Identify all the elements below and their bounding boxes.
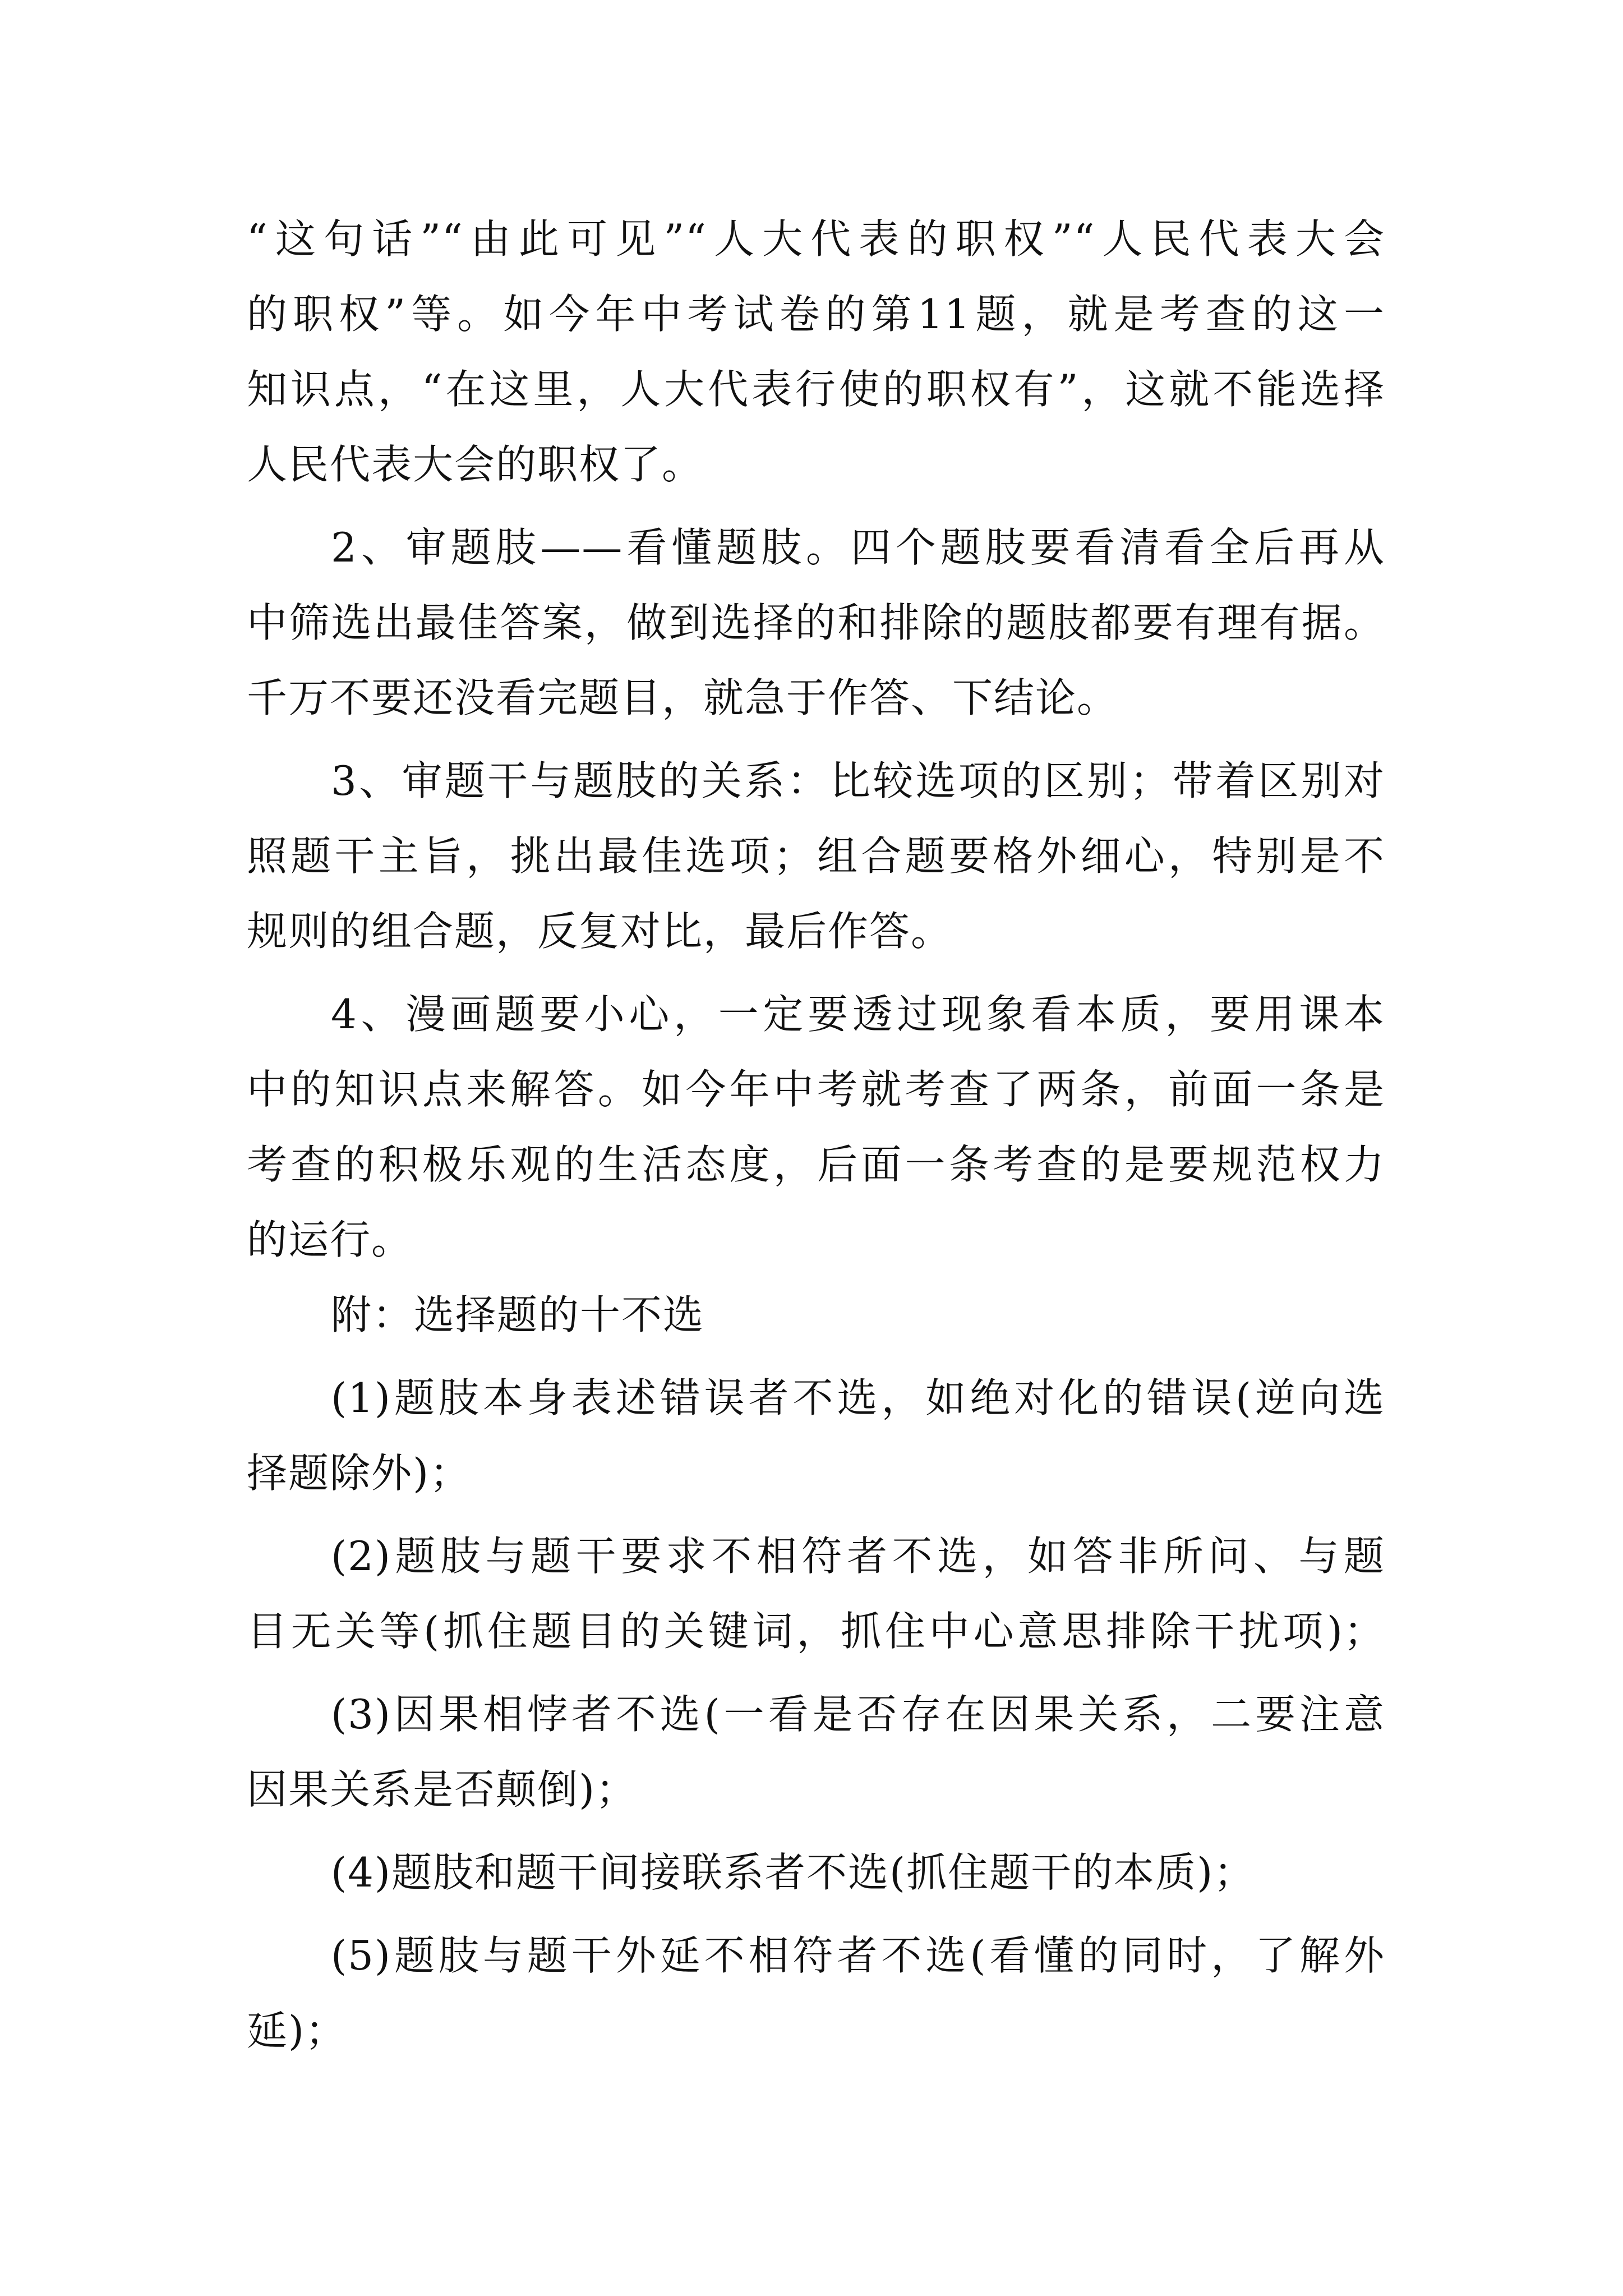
text-line: 2、审题肢——看懂题肢。四个题肢要看清看全后再从 <box>331 524 1385 571</box>
text-line: 千万不要还没看完题目，就急于作答、下结论。 <box>247 674 1119 721</box>
text-line: (1)题肢本身表述错误者不选，如绝对化的错误(逆向选 <box>331 1374 1385 1421</box>
text-line: 人民代表大会的职权了。 <box>247 441 704 488</box>
text-line: 延)； <box>247 2007 347 2054</box>
text-line: “这句话”“由此可见”“人大代表的职权”“人民代表大会 <box>247 215 1385 263</box>
text-line: 的运行。 <box>247 1216 413 1263</box>
text-line: 照题干主旨，挑出最佳选项；组合题要格外细心，特别是不 <box>247 832 1385 880</box>
text-line: 4、漫画题要小心，一定要透过现象看本质，要用课本 <box>331 991 1385 1038</box>
text-line: 目无关等(抓住题目的关键词，抓住中心意思排除干扰项)； <box>247 1608 1385 1655</box>
text-line: 因果关系是否颠倒)； <box>247 1766 638 1813</box>
text-line: (5)题肢与题干外延不相符者不选(看懂的同时，了解外 <box>331 1932 1385 1979</box>
text-line: 中筛选出最佳答案，做到选择的和排除的题肢都要有理有据。 <box>247 599 1385 646</box>
text-line: 考查的积极乐观的生活态度，后面一条考查的是要规范权力 <box>247 1141 1385 1188</box>
text-line: 附：选择题的十不选 <box>331 1291 705 1338</box>
text-line: (2)题肢与题干要求不相符者不选，如答非所问、与题 <box>331 1533 1385 1580</box>
text-line: 3、审题干与题肢的关系：比较选项的区别；带着区别对 <box>331 757 1385 804</box>
text-line: 中的知识点来解答。如今年中考就考查了两条，前面一条是 <box>247 1066 1385 1113</box>
text-line: 知识点，“在这里，人大代表行使的职权有”，这就不能选择 <box>247 366 1385 413</box>
text-line: (3)因果相悖者不选(一看是否存在因果关系，二要注意 <box>331 1691 1385 1738</box>
text-line: (4)题肢和题干间接联系者不选(抓住题干的本质)； <box>331 1849 1256 1896</box>
text-line: 规则的组合题，反复对比，最后作答。 <box>247 908 953 955</box>
text-line: 择题除外)； <box>247 1450 472 1497</box>
text-line: 的职权”等。如今年中考试卷的第11题，就是考查的这一 <box>247 291 1385 338</box>
